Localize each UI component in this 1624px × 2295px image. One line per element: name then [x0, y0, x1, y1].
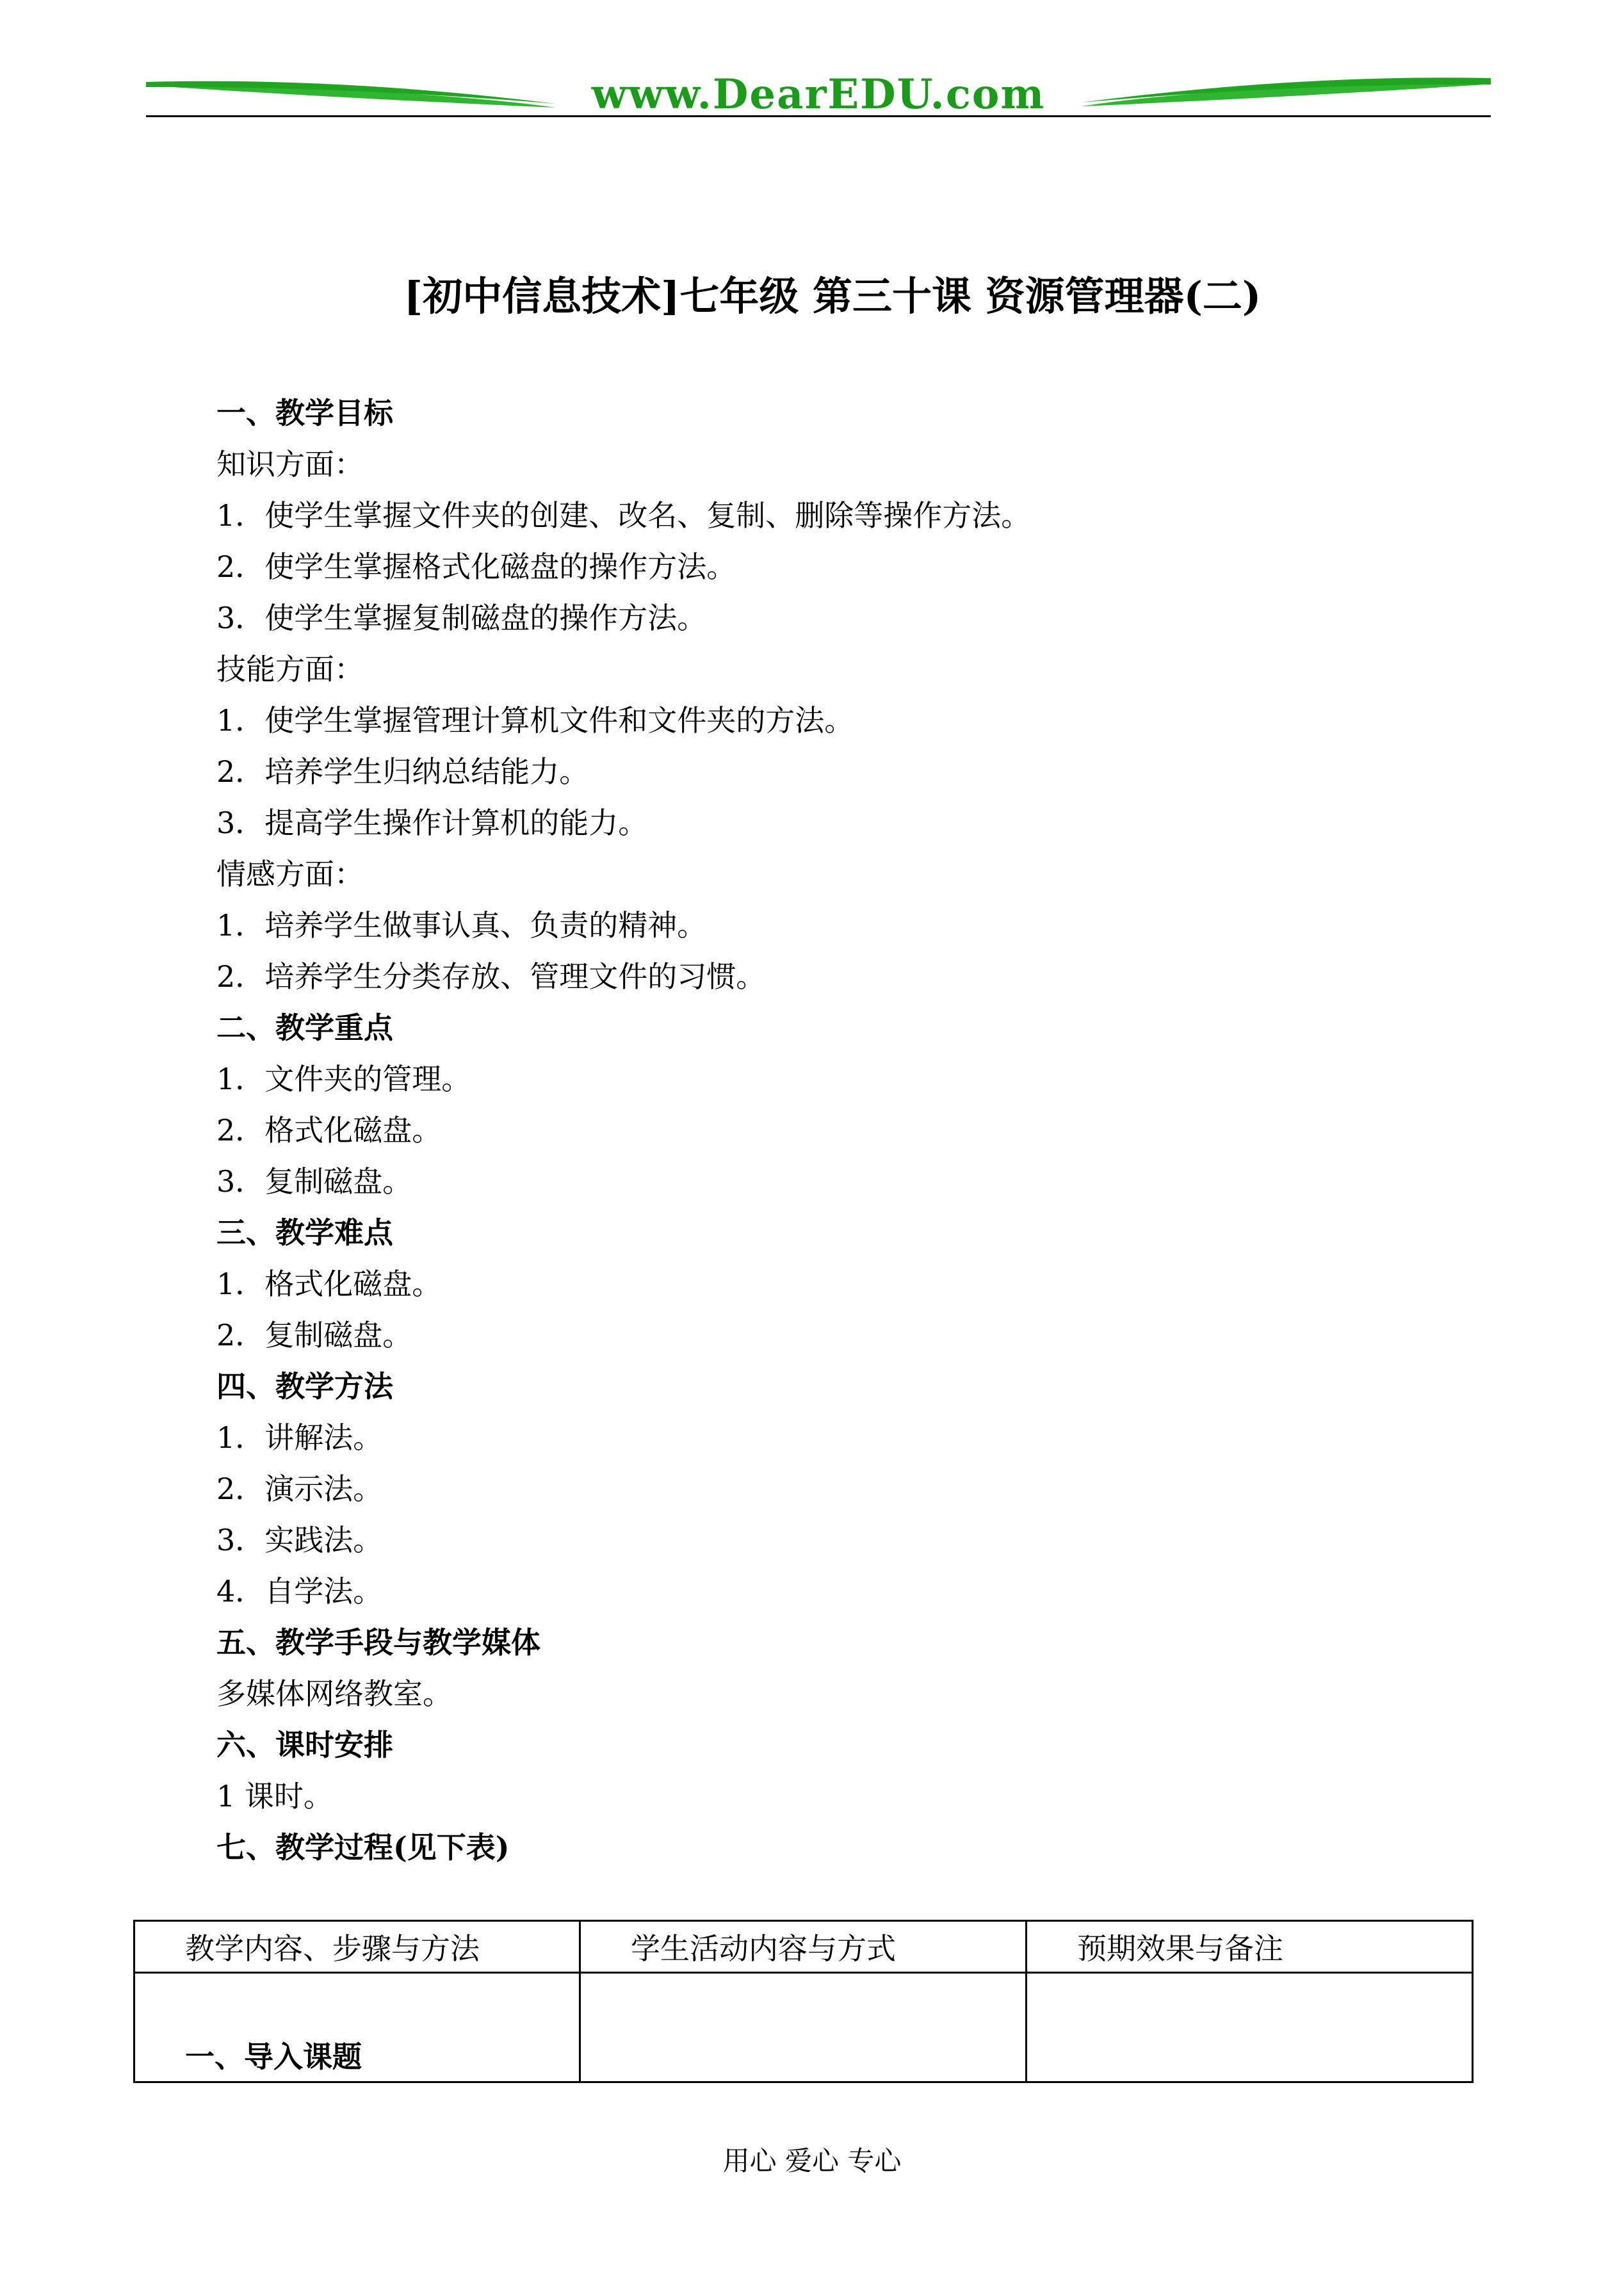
content-line: 多媒体网络教室。	[216, 1676, 452, 1711]
table-cell: 一、导入课题	[134, 1973, 580, 2082]
content-line: 3．提高学生操作计算机的能力。	[216, 806, 648, 840]
content-line: 2．复制磁盘。	[216, 1318, 412, 1352]
lesson-plan-body	[216, 387, 1497, 1873]
section-heading: 六、课时安排	[216, 1728, 393, 1762]
section-heading: 一、教学目标	[216, 396, 393, 430]
content-line: 2．使学生掌握格式化磁盘的操作方法。	[216, 549, 736, 584]
section-heading: 七、教学过程(见下表)	[216, 1830, 510, 1865]
content-line: 1．使学生掌握文件夹的创建、改名、复制、删除等操作方法。	[216, 498, 1031, 533]
content-line: 3．复制磁盘。	[216, 1164, 412, 1199]
teaching-process-table	[133, 1920, 1474, 2083]
content-line: 4．自学法。	[216, 1574, 383, 1609]
content-line: 1．格式化磁盘。	[216, 1267, 442, 1301]
table-cell	[1027, 1973, 1473, 2082]
content-line: 1．文件夹的管理。	[216, 1062, 471, 1096]
content-line: 知识方面：	[216, 447, 364, 482]
content-line: 技能方面：	[216, 652, 364, 686]
site-logo-text: www.DearEDU.com	[591, 70, 1046, 118]
table-header-row	[134, 1921, 1473, 1973]
content-line: 2．格式化磁盘。	[216, 1113, 442, 1148]
table-header-cell: 学生活动内容与方式	[580, 1921, 1027, 1973]
content-line: 1．培养学生做事认真、负责的精神。	[216, 908, 707, 943]
content-line: 3．实践法。	[216, 1523, 383, 1557]
table-header-cell: 教学内容、步骤与方法	[134, 1921, 580, 1973]
page-title: [初中信息技术]七年级 第三十课 资源管理器(二)	[403, 273, 1262, 320]
content-line: 2．培养学生归纳总结能力。	[216, 754, 589, 789]
content-line: 3．使学生掌握复制磁盘的操作方法。	[216, 601, 707, 635]
content-line: 1 课时。	[216, 1779, 333, 1813]
table-header-cell: 预期效果与备注	[1027, 1921, 1473, 1973]
site-header	[146, 64, 1491, 122]
table-cell	[580, 1973, 1027, 2082]
section-heading: 三、教学难点	[216, 1215, 393, 1250]
section-heading: 四、教学方法	[216, 1369, 393, 1404]
content-line: 2．培养学生分类存放、管理文件的习惯。	[216, 959, 766, 994]
section-heading: 五、教学手段与教学媒体	[216, 1625, 540, 1660]
content-line: 情感方面：	[216, 857, 364, 891]
table-row	[134, 1973, 1473, 2082]
content-line: 1．讲解法。	[216, 1420, 383, 1455]
content-line: 1．使学生掌握管理计算机文件和文件夹的方法。	[216, 703, 854, 738]
content-line: 2．演示法。	[216, 1472, 383, 1506]
section-heading: 二、教学重点	[216, 1010, 393, 1045]
page-footer: 用心 爱心 专心	[722, 2145, 902, 2177]
